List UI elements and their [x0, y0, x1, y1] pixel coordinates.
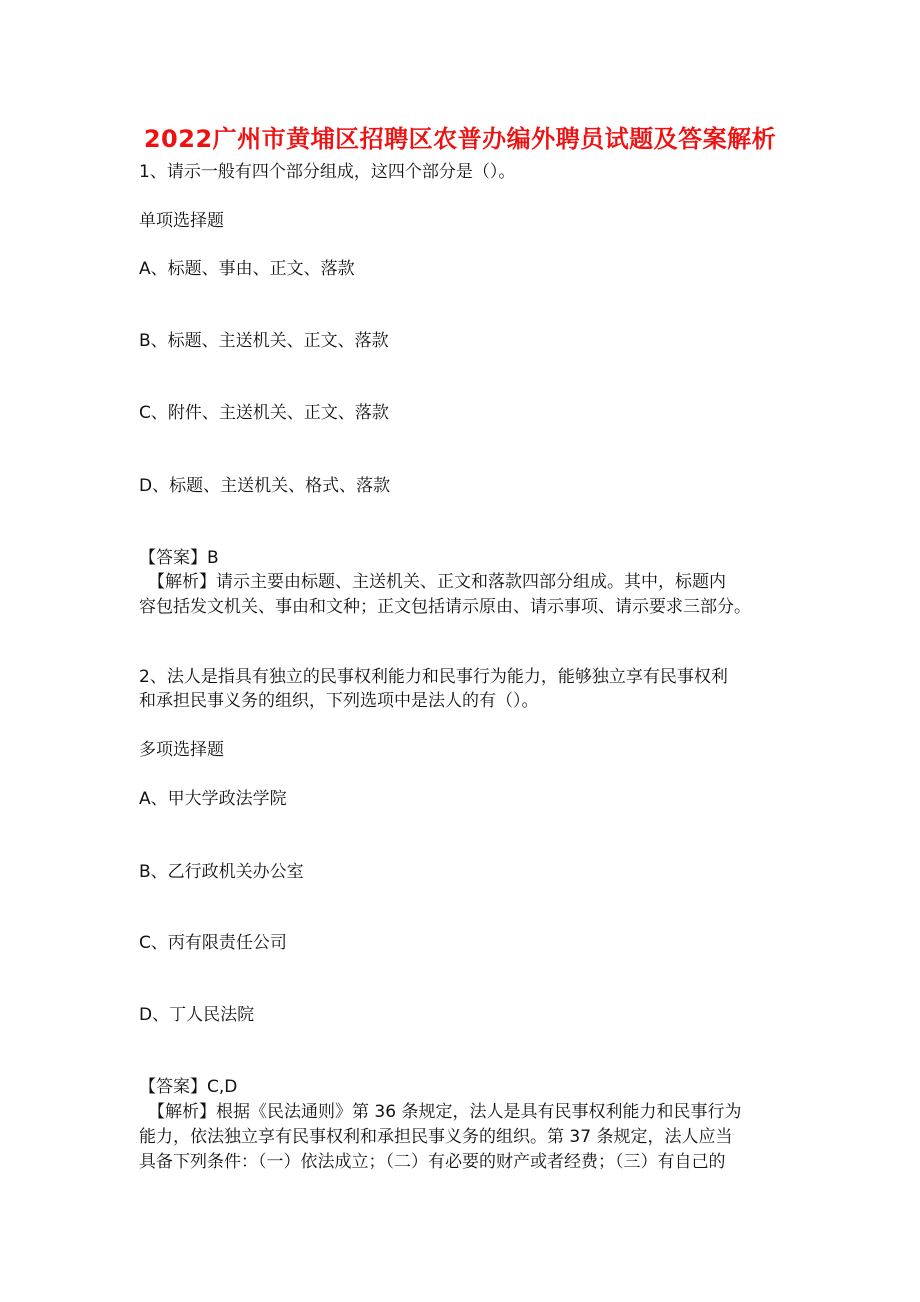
question-2-analysis-line-1: 【解析】根据《民法通则》第 36 条规定，法人是具有民事权利能力和民事行为: [148, 1102, 742, 1122]
question-1-option-d: D、标题、主送机关、格式、落款: [139, 476, 391, 496]
question-2-analysis-line-3: 具备下列条件：（一）依法成立；（二）有必要的财产或者经费；（三）有自己的: [139, 1152, 726, 1172]
question-2-answer: 【答案】C,D: [139, 1077, 238, 1097]
question-2-stem-line-2: 和承担民事义务的组织，下列选项中是法人的有（）。: [139, 691, 539, 711]
question-2-analysis-line-2: 能力，依法独立享有民事权利和承担民事义务的组织。第 37 条规定，法人应当: [139, 1127, 733, 1147]
question-1-option-b: B、标题、主送机关、正文、落款: [139, 331, 389, 351]
question-1-answer: 【答案】B: [139, 548, 219, 568]
question-2-type: 多项选择题: [139, 740, 224, 760]
question-2-option-a: A、甲大学政法学院: [139, 789, 287, 809]
question-1-type: 单项选择题: [139, 211, 224, 231]
question-1-analysis-line-1: 【解析】请示主要由标题、主送机关、正文和落款四部分组成。其中，标题内: [148, 572, 726, 592]
document-title: 2022广州市黄埔区招聘区农普办编外聘员试题及答案解析: [143, 125, 777, 153]
question-2-option-d: D、丁人民法院: [139, 1005, 255, 1025]
question-1-option-a: A、标题、事由、正文、落款: [139, 259, 355, 279]
question-1-option-c: C、附件、主送机关、正文、落款: [139, 403, 389, 423]
question-1-analysis-line-2: 容包括发文机关、事由和文种；正文包括请示原由、请示事项、请示要求三部分。: [139, 597, 751, 617]
question-2-option-c: C、丙有限责任公司: [139, 933, 287, 953]
question-1-stem: 1、请示一般有四个部分组成，这四个部分是（）。: [139, 162, 516, 182]
question-2-option-b: B、乙行政机关办公室: [139, 862, 304, 882]
question-2-stem-line-1: 2、法人是指具有独立的民事权利能力和民事行为能力，能够独立享有民事权利: [139, 667, 728, 687]
